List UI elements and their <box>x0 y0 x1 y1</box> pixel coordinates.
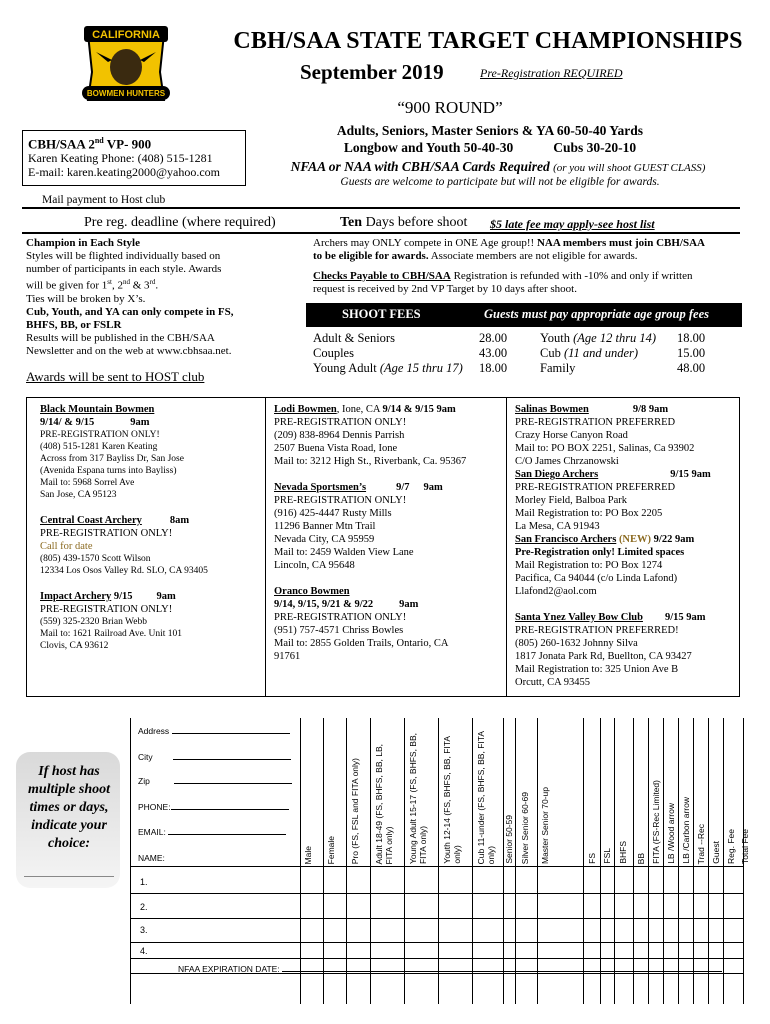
row-line <box>130 918 743 919</box>
column-line <box>693 718 694 1004</box>
info-line: request is received by 2nd VP Target by 10 days after shoot. <box>313 283 577 295</box>
info-line: Checks Payable to CBH/SAA Registration is refunded with -10% and only if written <box>313 270 693 282</box>
host-line: PRE-REGISTRATION PREFERRED <box>515 482 676 493</box>
card-requirement: NFAA or NAA with CBH/SAA Cards Required (or you will shoot GUEST CLASS) <box>290 159 706 174</box>
host-line: 11296 Banner Mtn Trail <box>274 521 376 532</box>
row-line <box>130 958 743 959</box>
host-name: Nevada Sportsmen’s 9/7 9am <box>274 482 443 493</box>
host-line: San Jose, CA 95123 <box>40 490 117 500</box>
host-line: 2507 Buena Vista Road, Ione <box>274 443 398 454</box>
info-line: Cub, Youth, and YA can only compete in FS, <box>26 305 234 318</box>
host-line: PRE-REGISTRATION ONLY! <box>274 612 407 623</box>
column-line <box>300 718 301 1004</box>
column-line <box>583 718 584 1004</box>
vp-contact-box <box>22 130 246 186</box>
awards-info <box>26 237 296 358</box>
entry-row-3[interactable]: 3. <box>140 925 148 935</box>
column-line <box>633 718 634 1004</box>
host-line: Nevada City, CA 95959 <box>274 534 375 545</box>
col-silver-senior: Silver Senior 60-69 <box>520 791 530 864</box>
host-line: (805) 260-1632 Johnny Silva <box>515 638 638 649</box>
logo-bottom-text: BOWMEN HUNTERS <box>86 89 166 98</box>
info-line: Newsletter and on the web at www.cbhsaa.net. <box>26 344 232 357</box>
host-line: (209) 838-8964 Dennis Parrish <box>274 430 405 441</box>
zip-field[interactable]: Zip <box>138 776 292 786</box>
column-line <box>438 718 439 1004</box>
col-male: Male <box>303 845 313 864</box>
champion-heading: Champion in Each Style <box>26 237 140 249</box>
host-name: Santa Ynez Valley Bow Club 9/15 9am <box>515 612 706 623</box>
club-logo <box>78 22 174 112</box>
host-line: La Mesa, CA 91943 <box>515 521 600 532</box>
host-line: Mail to: 3212 High St., Riverbank, Ca. 95367 <box>274 456 467 467</box>
vp-title: CBH/SAA 2nd VP- 900 <box>28 136 152 152</box>
column-line <box>678 718 679 1004</box>
host-line: 12334 Los Osos Valley Rd. SLO, CA 93405 <box>40 566 208 576</box>
host-line: PRE-REGISTRATION PREFERRED <box>515 417 676 428</box>
host-line: Mail Registration to: 325 Union Ave B <box>515 664 679 675</box>
host-name: Central Coast Archery 8am <box>40 515 190 526</box>
divider <box>22 207 740 209</box>
host-line: Crazy Horse Canyon Road <box>515 430 628 441</box>
fee-row: Adult & Seniors 28.00 Youth (Age 12 thru 14) 18.00 <box>313 331 706 345</box>
host-line: Mail to: 1621 Railroad Ave. Unit 101 <box>40 629 183 639</box>
column-line <box>346 718 347 1004</box>
phone-field[interactable]: PHONE: <box>138 802 289 812</box>
host-date: 9/14/ & 9/15 9am <box>40 417 150 428</box>
vp-name-phone: Karen Keating Phone: (408) 515-1281 <box>28 151 213 166</box>
fee-row: Couples 43.00 Cub (11 and under) 15.00 <box>313 346 706 360</box>
info-line: BHFS, BB, or FSLR <box>26 318 122 331</box>
divider <box>506 397 507 697</box>
host-line: (408) 515-1281 Karen Keating <box>40 442 158 452</box>
host-line: PRE-REGISTRATION ONLY! <box>40 430 160 440</box>
awards-host-note: Awards will be sent to HOST club <box>26 369 205 384</box>
name-label: NAME: <box>138 853 165 863</box>
host-line: Clovis, CA 93612 <box>40 641 109 651</box>
row-line <box>130 866 743 867</box>
host-line: Across from 317 Bayliss Dr, San Jose <box>40 454 184 464</box>
vp-email: E-mail: karen.keating2000@yahoo.com <box>28 165 220 180</box>
col-fsl: FSL <box>602 848 612 864</box>
host-line: Mail Registration to: PO Box 1274 <box>515 560 663 571</box>
logo-top-text: CALIFORNIA <box>92 29 160 41</box>
col-trad-rec: Trad --Rec <box>696 823 706 864</box>
shoot-fees-bar <box>306 303 742 327</box>
host-line: Morley Field, Balboa Park <box>515 495 627 506</box>
late-fee-note: $5 late fee may apply-see host list <box>490 217 655 231</box>
host-name: San Francisco Archers (NEW) 9/22 9am <box>515 534 695 545</box>
host-name: Salinas Bowmen 9/8 9am <box>515 404 669 415</box>
host-line: (951) 757-4571 Chriss Bowles <box>274 625 404 636</box>
fee-table <box>313 331 743 376</box>
host-line: PRE-REGISTRATION ONLY! <box>40 528 173 539</box>
host-line: Pre-Registration only! Limited spaces <box>515 547 685 558</box>
host-line: Call for date <box>40 541 93 552</box>
col-senior: Senior 50-59 <box>504 815 514 864</box>
email-field[interactable]: EMAIL: <box>138 827 286 837</box>
col-guest: Guest <box>711 841 721 864</box>
col-adult: Adult 18-49 (FS, BHFS, BB, LB, FITA only) <box>374 743 394 864</box>
host-line: Llafond2@aol.com <box>515 586 597 597</box>
col-fs: FS <box>587 853 597 864</box>
host-name: Oranco Bowmen <box>274 586 350 597</box>
col-bb: BB <box>636 852 646 864</box>
column-line <box>323 718 324 1004</box>
host-line: Mail to: 5968 Sorrel Ave <box>40 478 135 488</box>
divider <box>265 397 266 697</box>
column-line <box>663 718 664 1004</box>
row-line <box>130 893 743 894</box>
column-line <box>723 718 724 1004</box>
round-name: “900 ROUND” <box>397 98 503 117</box>
mail-payment-note: Mail payment to Host club <box>42 194 166 206</box>
adult-distances: Adults, Seniors, Master Seniors & YA 60-50-40 Yards <box>336 123 644 138</box>
column-line <box>614 718 615 1004</box>
host-line: PRE-REGISTRATION PREFERRED! <box>515 625 679 636</box>
info-line: number of participants in each style. Awards <box>26 263 222 275</box>
address-field[interactable]: Address <box>138 726 290 736</box>
entry-row-1[interactable]: 1. <box>140 877 148 887</box>
column-line <box>600 718 601 1004</box>
host-line: Pacifica, Ca 94044 (c/o Linda Lafond) <box>515 573 678 584</box>
host-name: Lodi Bowmen, Ione, CA 9/14 & 9/15 9am <box>274 404 456 415</box>
col-master-senior: Master Senior 70-up <box>540 786 550 864</box>
info-line: Styles will be flighted individually based on <box>26 250 221 262</box>
nfaa-expiration-field[interactable]: NFAA EXPIRATION DATE: <box>178 964 722 974</box>
entry-row-4[interactable]: 4. <box>140 946 148 956</box>
page-title: CBH/SAA STATE TARGET CHAMPIONSHIPS <box>233 28 743 54</box>
host-line: PRE-REGISTRATION ONLY! <box>274 495 407 506</box>
column-line <box>472 718 473 1004</box>
host-line: (Avenida Espana turns into Bayliss) <box>40 466 177 476</box>
column-line <box>648 718 649 1004</box>
column-line <box>708 718 709 1004</box>
host-line: Mail to: PO BOX 2251, Salinas, Ca 93902 <box>515 443 695 454</box>
guests-note: Guests are welcome to participate but will not be eligible for awards. <box>340 176 660 188</box>
info-line: will be given for 1st, 2nd & 3rd. <box>26 278 159 292</box>
info-line: Archers may ONLY compete in ONE Age group!! NAA members must join CBH/SAA <box>313 237 705 249</box>
host-line: Mail to: 2855 Golden Trails, Ontario, CA <box>274 638 449 649</box>
eligibility-info <box>313 237 738 296</box>
col-youth: Youth 12-14 (FS, BHFS, BB, FITA only) <box>442 736 462 864</box>
fee-row: Young Adult (Age 15 thru 17) 18.00 Family 48.00 <box>313 361 706 375</box>
divider <box>22 232 740 234</box>
host-name: Impact Archery 9/15 9am <box>40 591 176 602</box>
youth-distances: Longbow and Youth 50-40-30 Cubs 30-20-10 <box>343 140 637 155</box>
col-female: Female <box>326 835 336 864</box>
col-cub: Cub 11-under (FS, BHFS, BB, FITA only) <box>476 730 496 864</box>
distances-block <box>290 122 690 156</box>
event-month: September 2019 <box>300 60 444 84</box>
host-line: C/O James Chrzanowski <box>515 456 619 467</box>
host-name: Black Mountain Bowmen <box>40 404 155 415</box>
host-line: (559) 325-2320 Brian Webb <box>40 617 147 627</box>
col-pro: Pro (FS, FSL and FITA only) <box>350 757 360 864</box>
info-line: Ties will be broken by X’s. <box>26 292 146 305</box>
city-field[interactable]: City <box>138 752 291 762</box>
host-choice-field[interactable] <box>24 876 114 877</box>
info-line: to be eligible for awards. Associate members are not eligible for awards. <box>313 250 638 262</box>
row-line <box>130 942 743 943</box>
host-line: PRE-REGISTRATION ONLY! <box>40 604 173 615</box>
shoot-fees-title: SHOOT FEES <box>342 307 421 321</box>
col-lb-carbon: LB /Carbon arrow <box>681 797 691 864</box>
col-lb-wood: LB /Wood arrow <box>666 803 676 864</box>
host-line: (916) 425-4447 Rusty Mills <box>274 508 392 519</box>
host-column-1 <box>40 403 262 652</box>
column-line <box>515 718 516 1004</box>
host-choice-note: If host has multiple shoot times or days, indicate your choice: <box>27 764 111 851</box>
col-reg-fee: Reg. Fee <box>726 829 736 864</box>
host-line: PRE-REGISTRATION ONLY! <box>274 417 407 428</box>
col-total-fee: Total Fee <box>740 829 750 864</box>
column-line <box>404 718 405 1004</box>
host-line: 1817 Jonata Park Rd, Buellton, CA 93427 <box>515 651 692 662</box>
prereg-deadline: Pre reg. deadline (where required) <box>84 215 276 230</box>
col-bhfs: BHFS <box>618 841 628 864</box>
col-fita: FITA (FS-Rec Limited) <box>651 780 661 864</box>
column-line <box>537 718 538 1004</box>
host-line: (805) 439-1570 Scott Wilson <box>40 554 151 564</box>
host-line: 91761 <box>274 651 301 662</box>
host-date: 9/14, 9/15, 9/21 & 9/22 9am <box>274 599 419 610</box>
host-column-2 <box>274 403 504 663</box>
column-line <box>370 718 371 1004</box>
host-line: Lincoln, CA 95648 <box>274 560 355 571</box>
host-line: Orcutt, CA 93455 <box>515 677 590 688</box>
host-name: San Diego Archers 9/15 9am <box>515 469 711 480</box>
host-column-3 <box>515 403 737 689</box>
host-line: Mail Registration to: PO Box 2205 <box>515 508 663 519</box>
col-young-adult: Young Adult 15-17 (FS, BHFS, BB, FITA only) <box>408 732 428 864</box>
guest-fee-note: Guests must pay appropriate age group fees <box>484 307 709 321</box>
info-line: Results will be published in the CBH/SAA <box>26 331 215 344</box>
prereg-notice: Pre-Registration REQUIRED <box>480 66 623 80</box>
deadline-days: Ten Days before shoot <box>340 215 468 230</box>
entry-row-2[interactable]: 2. <box>140 902 148 912</box>
host-line: Mail to: 2459 Walden View Lane <box>274 547 414 558</box>
